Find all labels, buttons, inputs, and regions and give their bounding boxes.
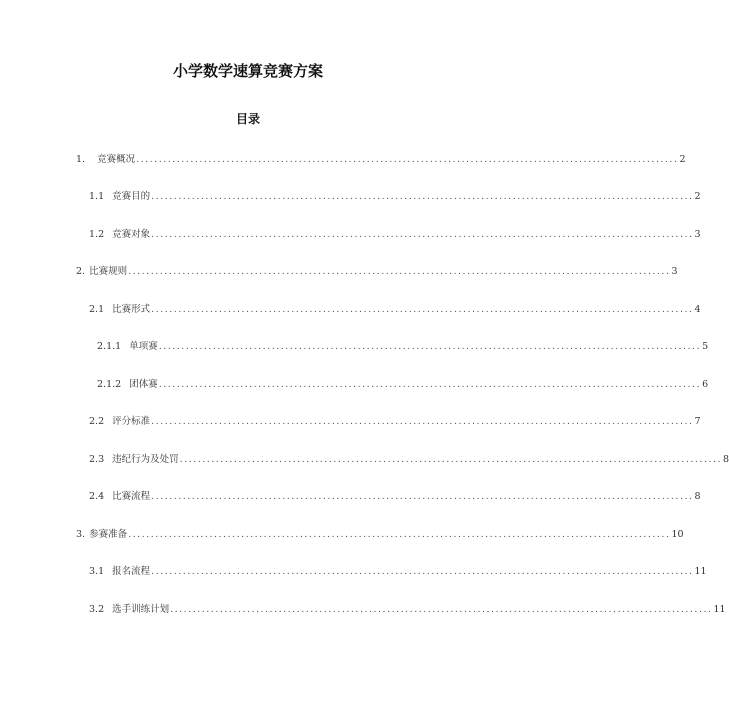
- toc-dot-leader: ........................................................................................................................: [170, 604, 713, 615]
- toc-entry-title: 竞赛对象: [112, 229, 151, 240]
- toc-entry-title: 竞赛概况: [97, 154, 136, 165]
- document-title: 小学数学速算竞赛方案: [172, 62, 323, 80]
- toc-entry-title: 报名流程: [112, 566, 151, 577]
- toc-entry-title: 单项赛: [129, 341, 158, 352]
- toc-entry-number: 2.1.1: [97, 341, 122, 352]
- toc-entry[interactable]: [89, 566, 707, 578]
- toc-entry-number: 1.1: [89, 191, 105, 202]
- toc-entry-title: 团体赛: [129, 379, 158, 390]
- toc-entry-page-number: 5: [702, 341, 709, 352]
- toc-entry-page-number: 10: [671, 529, 684, 540]
- toc-entry[interactable]: [76, 529, 684, 541]
- toc-entry[interactable]: [89, 416, 701, 428]
- toc-dot-leader: ........................................................................................................................: [151, 191, 694, 202]
- toc-entry-title: 选手训练计划: [112, 604, 170, 615]
- toc-entry[interactable]: [89, 304, 701, 316]
- toc-entry-number: 2.1: [89, 304, 105, 315]
- toc-entry-title: 比赛规则: [89, 266, 128, 277]
- toc-dot-leader: ........................................................................................................................: [151, 229, 694, 240]
- toc-entry-page-number: 3: [671, 266, 678, 277]
- toc-dot-leader: ........................................................................................................................: [158, 341, 702, 352]
- toc-entry-number: 2.2: [89, 416, 105, 427]
- toc-entry-number: 2.1.2: [97, 379, 122, 390]
- toc-entry[interactable]: [76, 154, 686, 166]
- toc-dot-leader: ........................................................................................................................: [158, 379, 702, 390]
- toc-entry[interactable]: [97, 379, 709, 391]
- toc-entry-page-number: 2: [694, 191, 701, 202]
- toc-dot-leader: ........................................................................................................................: [128, 266, 671, 277]
- toc-entry-number: 2.: [76, 266, 86, 277]
- toc-entry-number: 3.1: [89, 566, 105, 577]
- toc-entry-page-number: 3: [694, 229, 701, 240]
- toc-dot-leader: ........................................................................................................................: [151, 491, 694, 502]
- toc-dot-leader: ........................................................................................................................: [151, 566, 694, 577]
- toc-entry[interactable]: [89, 229, 701, 241]
- toc-entry[interactable]: [76, 266, 678, 278]
- toc-entry[interactable]: [89, 491, 701, 503]
- toc-entry-title: 违纪行为及处罚: [112, 454, 179, 465]
- toc-entry-title: 比赛形式: [112, 304, 151, 315]
- toc-dot-leader: ........................................................................................................................: [179, 454, 722, 465]
- toc-entry-title: 评分标准: [112, 416, 151, 427]
- toc-entry-page-number: 4: [694, 304, 701, 315]
- toc-entry[interactable]: [89, 604, 726, 616]
- toc-entry-page-number: 2: [679, 154, 686, 165]
- toc-entry-page-number: 6: [702, 379, 709, 390]
- toc-entry-page-number: 11: [713, 604, 726, 615]
- toc-entry-page-number: 7: [694, 416, 701, 427]
- toc-entry-title: 参赛准备: [89, 529, 128, 540]
- toc-heading: 目录: [235, 112, 260, 126]
- toc-entry-page-number: 11: [694, 566, 707, 577]
- toc-entry-number: 2.3: [89, 454, 105, 465]
- toc-entry-number: 3.: [76, 529, 86, 540]
- toc-entry[interactable]: [97, 341, 709, 353]
- toc-entry-number: 1.: [76, 154, 86, 165]
- toc-dot-leader: ........................................................................................................................: [136, 154, 679, 165]
- toc-entry-number: 1.2: [89, 229, 105, 240]
- toc-entry-number: 2.4: [89, 491, 105, 502]
- toc-entry-number: 3.2: [89, 604, 105, 615]
- toc-dot-leader: ........................................................................................................................: [151, 416, 694, 427]
- toc-entry[interactable]: [89, 454, 729, 466]
- toc-entry-title: 竞赛目的: [112, 191, 151, 202]
- toc-entry-page-number: 8: [694, 491, 701, 502]
- toc-entry[interactable]: [89, 191, 701, 203]
- toc-dot-leader: ........................................................................................................................: [128, 529, 671, 540]
- toc-entry-page-number: 8: [723, 454, 729, 465]
- toc-entry-title: 比赛流程: [112, 491, 151, 502]
- toc-dot-leader: ........................................................................................................................: [151, 304, 694, 315]
